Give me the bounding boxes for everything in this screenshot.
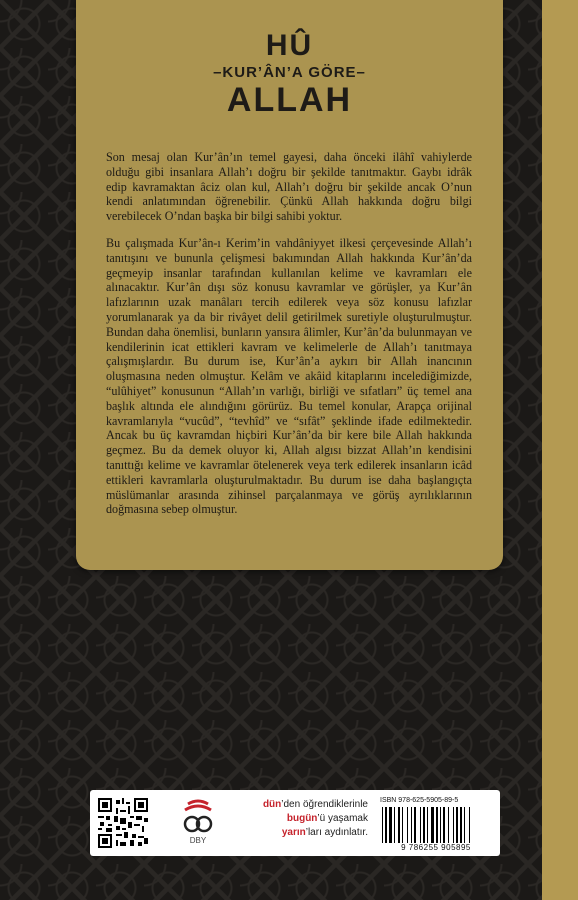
publisher-abbr: DBY: [189, 836, 207, 845]
title-main: ALLAH: [226, 81, 353, 119]
isbn-label: ISBN 978-625-5905-89-5: [380, 797, 459, 804]
paragraph: Son mesaj olan Kur’ân’ın temel gayesi, daha önceki ilâhî vahiylerde olduğu gibi insanlara Allah’ı doğru bir şekilde tanıtmaktır. Gaybı idrâk edip kavramaktan âciz olan kul, Allah’ı doğru bir şekilde ancak O’nun kendi anlatımından öğrenebilir. Çünkü Allah hakkında doğru bilgi verebilecek O’ndan başka bir bilgi sahibi yoktur.: [106, 150, 472, 224]
spine-strip: [542, 0, 578, 900]
isbn-area: [380, 796, 492, 852]
barcode-icon: [380, 807, 492, 843]
slogan-word-1: dün: [262, 799, 282, 810]
title-top: HÛ: [265, 29, 314, 62]
slogan-line-1: ’den öğrendiklerinle: [281, 799, 368, 810]
slogan-word-2: bugün: [286, 813, 318, 824]
barcode-digits: 9 786255 905895: [401, 843, 471, 852]
title-subtitle: –KUR’ÂN’A GÖRE–: [213, 64, 366, 81]
publisher-slogan: [218, 798, 368, 840]
book-title: [76, 30, 503, 118]
qr-code-icon[interactable]: [98, 798, 148, 848]
slogan-line-3: ’ları aydınlatır.: [305, 827, 368, 838]
paragraph: Bu çalışmada Kur’ân-ı Kerim’in vahdâniyyet ilkesi çerçevesinde Allah’ı tanıtışını ve bununla çelişmesi bakımından Allah hakkında Kur’ân’da geçmeyip insanlar tarafından kullanılan kelime ve kavramları ele alınacaktır. Kur’ân dışı söz konusu kavramlar ve görüşler, ya Kur’ân lafızlarının uzak manâları tercih edilerek veya söz konusu lafızlar yorumlanarak ya da bir rivâyet delil getirilmek suretiyle oluşturulmuştur. Bundan daha önemlisi, bunların yansıra âlimler, Kur’ân’da bulunmayan ve kendilerinin icat ettikleri kavram ve kelimelerle de Allah’ı tanıtmaya çalışmışlardır. Bu durum ise, Kur’ân’a aykırı bir Allah inancının oluşmasına neden olmuştur. Kelâm ve akâid kitaplarını incelediğimizde, “ulûhiyet” konusunun “Allah’ın varlığı, birliği ve sıfatları” üç temel ana başlık altında ele alındığını görürüz. Bu temel konular, Arapça orijinal kavramlarıyla “vucûd”, “tevhîd” ve “sıfât” şeklinde ifade edilmektedir. Ancak bu üç kavramdan hiçbiri Kur’ân’da bir kere bile Allah hakkında geçmez. Bu da demek oluyor ki, Allah algısı bizzat Allah’ın kendisini tanıttığı kelime ve kavramlar ötelenerek veya terk edilerek insanların icâd ettikleri kavramlarla oluşturulmaktadır. Bu durum ise daha başlangıçta müslümanlar arasında zihinsel parçalanmaya ve görüş ayrılıklarının doğmasına sebep olmuştur.: [106, 235, 472, 517]
slogan-line-2: ’ü yaşamak: [317, 813, 368, 824]
slogan-word-3: yarın: [281, 827, 306, 838]
footer-box: [90, 790, 500, 856]
back-cover-text: [106, 150, 472, 529]
